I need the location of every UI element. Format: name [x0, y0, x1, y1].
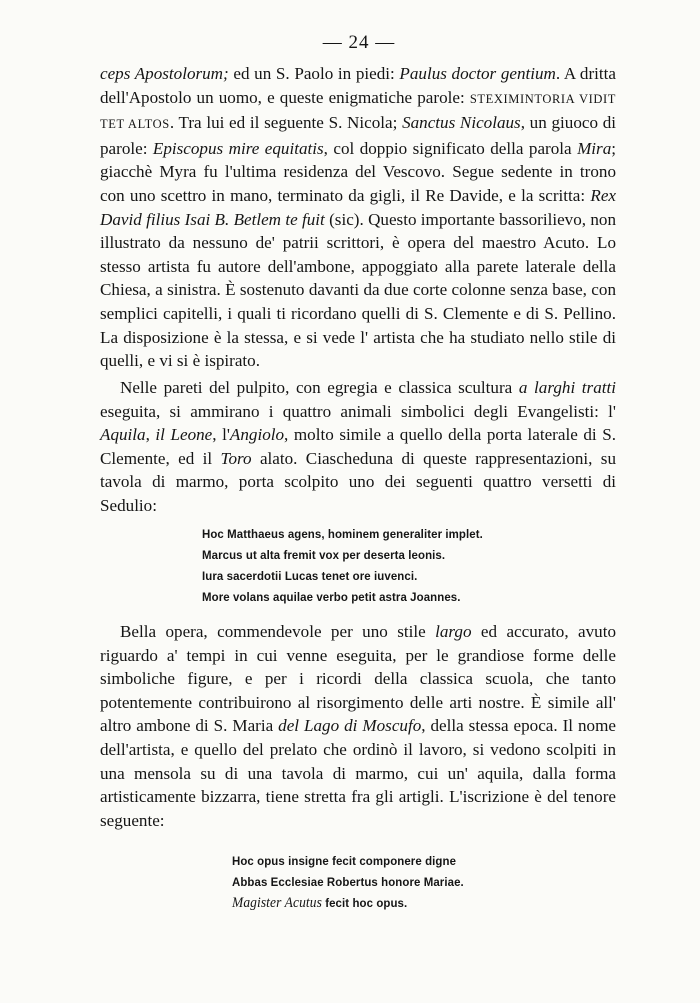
paragraph2-run: Aquila	[100, 425, 146, 445]
paragraph2-run: a larghi tratti	[518, 378, 617, 397]
paragraph1-run: ed un S. Paolo in piedi:	[228, 64, 400, 83]
paragraph3-run: Bella opera, commendevole per uno stile	[120, 622, 436, 641]
paragraph1-run: , col doppio significato della parola	[323, 138, 578, 158]
inscription-line-signature	[232, 893, 464, 914]
paragraph2-run: il Leone	[155, 425, 213, 445]
paragraph2-run: , molto simile a quello della porta laterale di S. Clemente, ed il	[100, 425, 616, 468]
paragraph-1	[100, 62, 616, 373]
paragraph3-run: , della stessa epoca. Il nome dell'artista, e quello del prelato che ordinò il lavoro, si vedono scolpiti in una mensola su di una tavola di marmo, cui un' aquila, dalla forma artisticamente bizzarra, tiene stretta fra gli artigli. L'iscrizione è del tenore seguente:	[100, 716, 616, 830]
paragraph1-run: ; giacchè Myra fu l'ultima residenza del Vescovo. Segue sedente in trono con uno scettro in mano, terminato da gigli, il Re Davide, e la scritta:	[100, 138, 616, 205]
paragraph1-run: Rex David filius Isai B. Betlem te fuit	[100, 185, 616, 229]
paragraph3-run: ed accurato, avuto riguardo a' tempi in cui venne eseguita, per le grandiose forme delle simboliche figure, e per i ricordi della classica scuola, che tanto potentemente contribuirono al risorgimento delle arti nostre. È simile all' altro ambone di S. Maria	[100, 622, 617, 736]
sedulio-verses	[202, 524, 483, 608]
verse-line: Hoc Matthaeus agens, hominem generaliter implet.	[202, 527, 483, 541]
inscription-line: Hoc opus insigne fecit componere digne	[232, 854, 457, 868]
paragraph2-run: Nelle pareti del pulpito, con egregia e classica scultura	[120, 378, 519, 397]
paragraph1-run: ceps Apostolorum;	[100, 64, 229, 83]
paragraph1-run: . Tra lui ed il seguente S. Nicola;	[169, 113, 403, 133]
paragraph1-run: Paulus doctor gentium	[399, 64, 556, 83]
paragraph3-run: largo	[435, 622, 472, 641]
paragraph-3	[100, 620, 616, 832]
paragraph3-run: del Lago di Moscufo	[278, 716, 422, 736]
inscription-line: Abbas Ecclesiae Robertus honore Mariae.	[232, 875, 464, 889]
paragraph1-run: STEXIMINTORIA VIDIT TET ALTOS	[100, 91, 616, 132]
verse-line: Marcus ut alta fremit vox per deserta leonis.	[202, 548, 446, 562]
paragraph1-run: Episcopus mire equitatis	[152, 138, 324, 158]
paragraph2-run: ,	[145, 425, 156, 445]
paragraph1-run: , un giuoco di parole:	[100, 113, 616, 158]
paragraph2-run: alato. Ciascheduna di queste rappresentazioni, su tavola di marmo, porta scolpito uno dei seguenti quattro versetti di Sedulio:	[100, 448, 616, 515]
page-number: — 24 —	[322, 32, 396, 53]
inscription-tail: fecit hoc opus.	[321, 896, 408, 910]
inscription-lines	[232, 851, 464, 914]
paragraph1-run: Sanctus Nicolaus	[402, 113, 521, 133]
paragraph2-run: Angiolo	[229, 425, 285, 445]
paragraph2-run: Toro	[220, 448, 252, 468]
paragraph1-run: . A dritta dell'Apostolo un uomo, e queste enigmatiche parole:	[100, 64, 617, 107]
paragraph1-run: Mira	[577, 138, 612, 158]
paragraph1-run: (sic). Questo importante bassorilievo, non illustrato da nessuno de' patrii scrittori, è opera del maestro Acuto. Lo stesso artista fu autore dell'ambone, appoggiato alla parete laterale della Chiesa, a sinistra. È sostenuto davanti da due corte colonne senza base, con semplici capitelli, i quali ti ricordano quelli di S. Clemente e di S. Pellino. La disposizione è la stessa, e si vede l' artista che ha studiato nello stile di quelli, e vi si è ispirato.	[100, 209, 616, 371]
paragraph-2	[100, 376, 616, 518]
verse-line: More volans aquilae verbo petit astra Joannes.	[202, 590, 461, 604]
verse-line: Iura sacerdotii Lucas tenet ore iuvenci.	[202, 569, 418, 583]
paragraph2-run: , l'	[212, 425, 230, 445]
inscription-artist-name: Magister Acutus	[232, 895, 322, 911]
paragraph2-run: eseguita, si ammirano i quattro animali simbolici degli Evangelisti: l'	[100, 401, 616, 421]
